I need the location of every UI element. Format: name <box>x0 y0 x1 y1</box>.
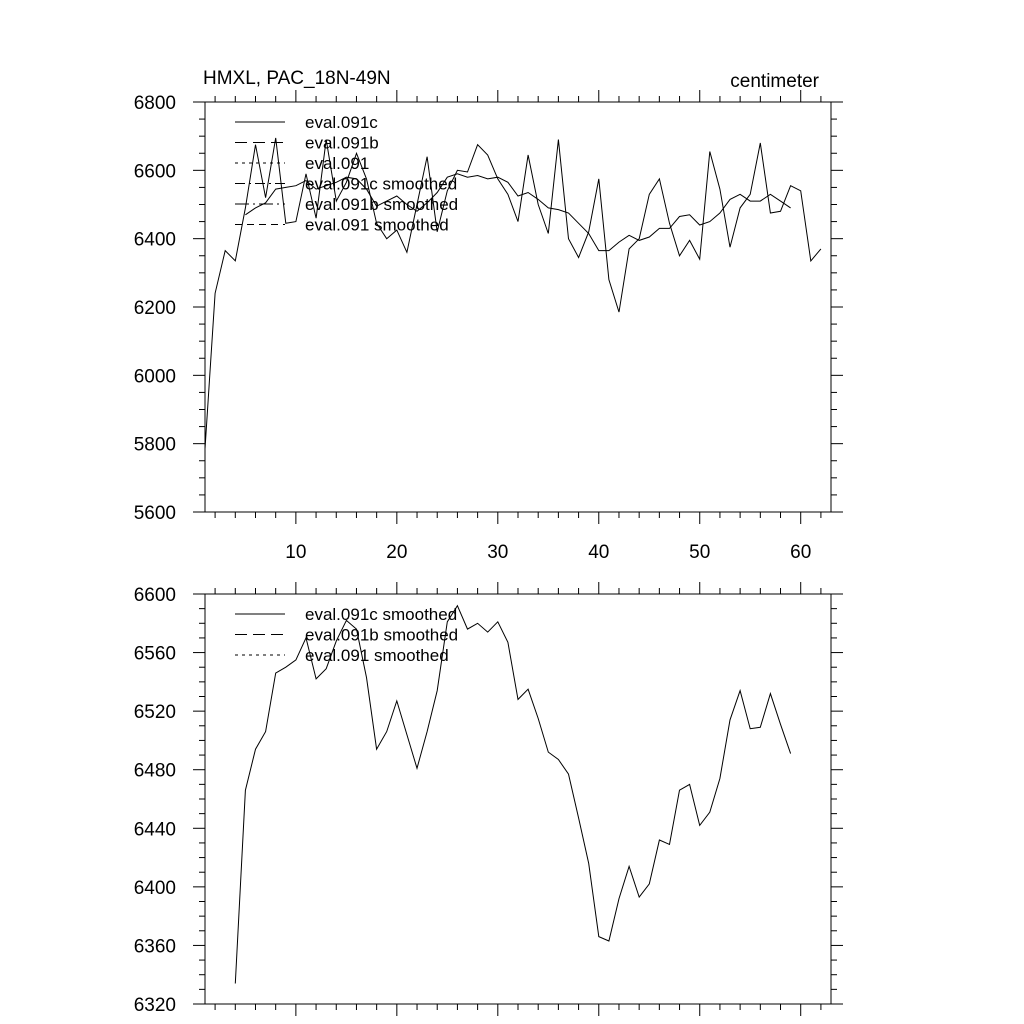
legend-label: eval.091 smoothed <box>305 215 449 235</box>
y-tick-label: 6440 <box>133 819 176 841</box>
y-tick-label: 6400 <box>133 877 176 899</box>
legend-label: eval.091b <box>305 133 379 153</box>
legend-label: eval.091b smoothed <box>305 625 459 645</box>
top-plot-frame <box>205 102 831 512</box>
x-tick-label: 40 <box>588 542 610 563</box>
y-tick-label: 6000 <box>133 366 176 388</box>
top-title: HMXL, PAC_18N-49N <box>203 68 391 89</box>
y-tick-label: 6480 <box>133 760 176 782</box>
legend-label: eval.091c <box>305 113 378 132</box>
y-tick-label: 6400 <box>133 229 176 251</box>
x-tick-label: 30 <box>487 542 509 563</box>
y-tick-label: 6600 <box>133 161 176 183</box>
y-tick-label: 6520 <box>133 702 176 724</box>
x-tick-label: 10 <box>285 542 307 563</box>
y-tick-label: 5800 <box>133 434 176 456</box>
y-tick-label: 6560 <box>133 643 176 665</box>
top-panel <box>134 68 843 563</box>
top-series <box>205 138 821 449</box>
bottom-ticks <box>134 582 843 1016</box>
x-tick-label: 60 <box>790 542 812 563</box>
y-tick-label: 6800 <box>133 93 176 114</box>
x-tick-label: 20 <box>386 542 408 563</box>
bottom-plot-frame <box>205 594 831 1004</box>
top-ticks <box>134 90 843 563</box>
bottom-panel <box>134 582 843 1016</box>
y-tick-label: 6600 <box>133 585 176 606</box>
y-tick-label: 5600 <box>133 503 176 524</box>
legend-label: eval.091b smoothed <box>305 195 459 214</box>
legend-label: eval.091 smoothed <box>305 646 449 665</box>
y-tick-label: 6360 <box>133 936 176 958</box>
x-tick-label: 50 <box>689 542 711 563</box>
bottom-legend <box>235 605 458 665</box>
top-legend <box>235 113 458 235</box>
legend-label: eval.091 <box>305 154 370 173</box>
legend-label: eval.091c smoothed <box>305 605 458 624</box>
top-units: centimeter <box>730 71 819 92</box>
legend-label: eval.091c smoothed <box>305 174 458 194</box>
y-tick-label: 6320 <box>133 995 176 1016</box>
y-tick-label: 6200 <box>133 298 176 319</box>
